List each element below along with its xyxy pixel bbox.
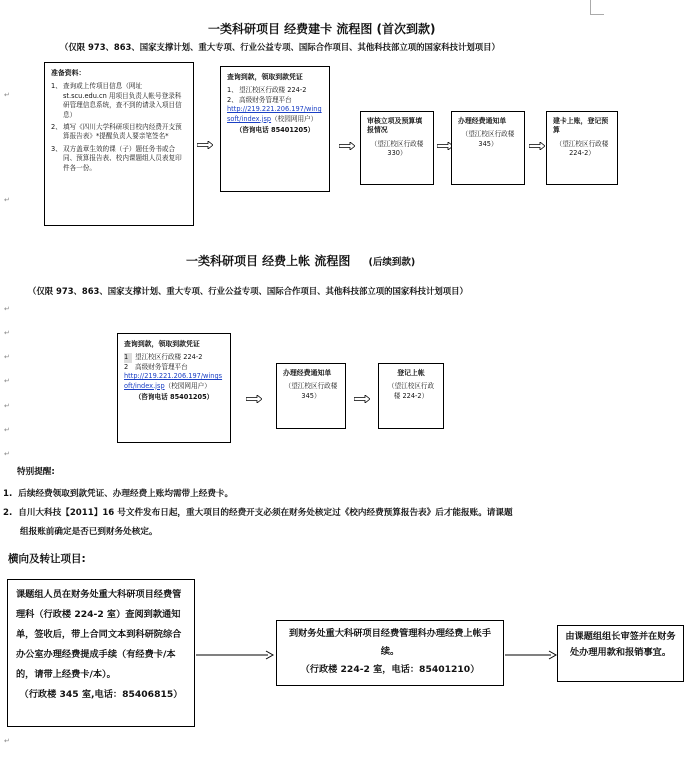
flow-arrow-icon (505, 650, 557, 660)
paragraph-mark: ↵ (4, 737, 10, 745)
reminder-item: 1. 后续经费领取到款凭证、办理经费上账均需带上经费卡。 (3, 489, 234, 499)
page-corner-mark (590, 0, 591, 14)
page-corner-mark (590, 14, 604, 15)
query-platform: 高级财务管理平台 (239, 95, 292, 104)
section3-heading: 横向及转让项目: (8, 553, 86, 565)
paragraph-mark: ↵ (4, 305, 10, 313)
paragraph-mark: ↵ (4, 377, 10, 385)
funding-notice-box-2: 办理经费通知单 （望江校区行政楼 345） (276, 363, 346, 429)
finance-platform-link[interactable]: http://219.221.206.197/wingsoft/index.jsp (124, 372, 223, 390)
section1-scope: （仅限 973、863、国家支撑计划、重大专项、行业公益专项、国际合作项目、其他科技部立项的国家科技计划项目） (60, 42, 500, 52)
flow-arrow-icon (354, 395, 370, 403)
paragraph-mark: ↵ (4, 426, 10, 434)
query-heading: 查询到款，领取到款凭证 (227, 73, 303, 81)
funding-notice-box: 办理经费通知单 （望江校区行政楼 345） (451, 111, 525, 185)
review-budget-box: 审核立项及预算填报情况 （望江校区行政楼 330） (360, 111, 434, 185)
paragraph-mark: ↵ (4, 196, 10, 204)
reminder-heading: 特别提醒: (17, 467, 55, 477)
transfer-step3-box: 由课题组组长审签并在财务处办理用款和报销事宜。 (557, 625, 684, 682)
flow-arrow-icon (197, 141, 213, 149)
paragraph-mark: ↵ (4, 402, 10, 410)
paragraph-mark: ↵ (4, 450, 10, 458)
prep-materials-box (44, 62, 194, 226)
reminder-item: 2. 自川大科技【2011】16 号文件发布日起，重大项目的经费开支必须在财务处核定过《校内经费预算报告表》后才能报账。请课题 (3, 508, 513, 518)
flow-arrow-icon (529, 142, 545, 150)
transfer-step2-box: 到财务处重大科研项目经费管理科办理经费上帐手续。 （行政楼 224-2 室，电话：85401210） (276, 620, 504, 686)
reminder-item-cont: 组报账前确定是否已到财务处核定。 (20, 527, 158, 537)
prep-item: 3、 双方盖章生效的课（子）题任务书或合同、预算报告表、校内课题组人员表复印件各一份。 (51, 144, 182, 172)
finance-platform-link[interactable]: http://219.221.206.197/wingsoft/index.jsp (227, 105, 322, 123)
prep-heading: 准备资料： (51, 69, 86, 77)
flow-arrow-icon (246, 395, 262, 403)
paragraph-mark: ↵ (4, 329, 10, 337)
query-phone: （咨询电话 85401205） (235, 126, 315, 135)
section2-scope: （仅限 973、863、国家支撑计划、重大专项、行业公益专项、国际合作项目、其他科技部立项的国家科技计划项目） (28, 286, 468, 296)
prep-item: 2、 填写《四川大学科研项目校内经费开支预算报告表》*提醒负责人要亲笔签名* (51, 123, 182, 141)
section2-title: 一类科研项目 经费上帐 流程图 (后续到款) (186, 254, 416, 268)
query-payment-box: 查询到款，领取到款凭证 1、 望江校区行政楼 224-2 2、 高级财务管理平台 http://219.221.206.197/wingsoft/index.jsp（校园网用户） （咨询电话 85401205） (220, 66, 330, 192)
section1-title: 一类科研项目 经费建卡 流程图 (首次到款) (208, 22, 436, 36)
prep-item: 1、 查询或上传项目信息（网址 st.scu.edu.cn 用项目负责人帐号登录科研管理信息系统，查不到的请录入项目信息） (51, 82, 182, 119)
query-location: 望江校区行政楼 224-2 (239, 86, 307, 95)
create-card-box: 建卡上账，登记预算 （望江校区行政楼 224-2） (546, 111, 618, 185)
flow-arrow-icon (196, 650, 274, 660)
paragraph-mark: ↵ (4, 353, 10, 361)
register-account-box: 登记上帐 （望江校区行政楼 224-2） (378, 363, 444, 429)
query-payment-box-2: 查询到款，领取到款凭证 1 望江校区行政楼 224-2 2 高级财务管理平台 http://219.221.206.197/wingsoft/index.jsp（校园网用户） （咨询电话 85401205） (117, 333, 231, 443)
transfer-step1-box: 课题组人员在财务处重大科研项目经费管理科（行政楼 224-2 室）查阅到款通知单，签收后，带上合同文本到科研院综合办公室办理经费提成手续（有经费卡/本的，请带上经费卡/本）。 （行政楼 345 室,电话：85406815） (7, 579, 195, 727)
paragraph-mark: ↵ (4, 91, 10, 99)
flow-arrow-icon (339, 142, 355, 150)
